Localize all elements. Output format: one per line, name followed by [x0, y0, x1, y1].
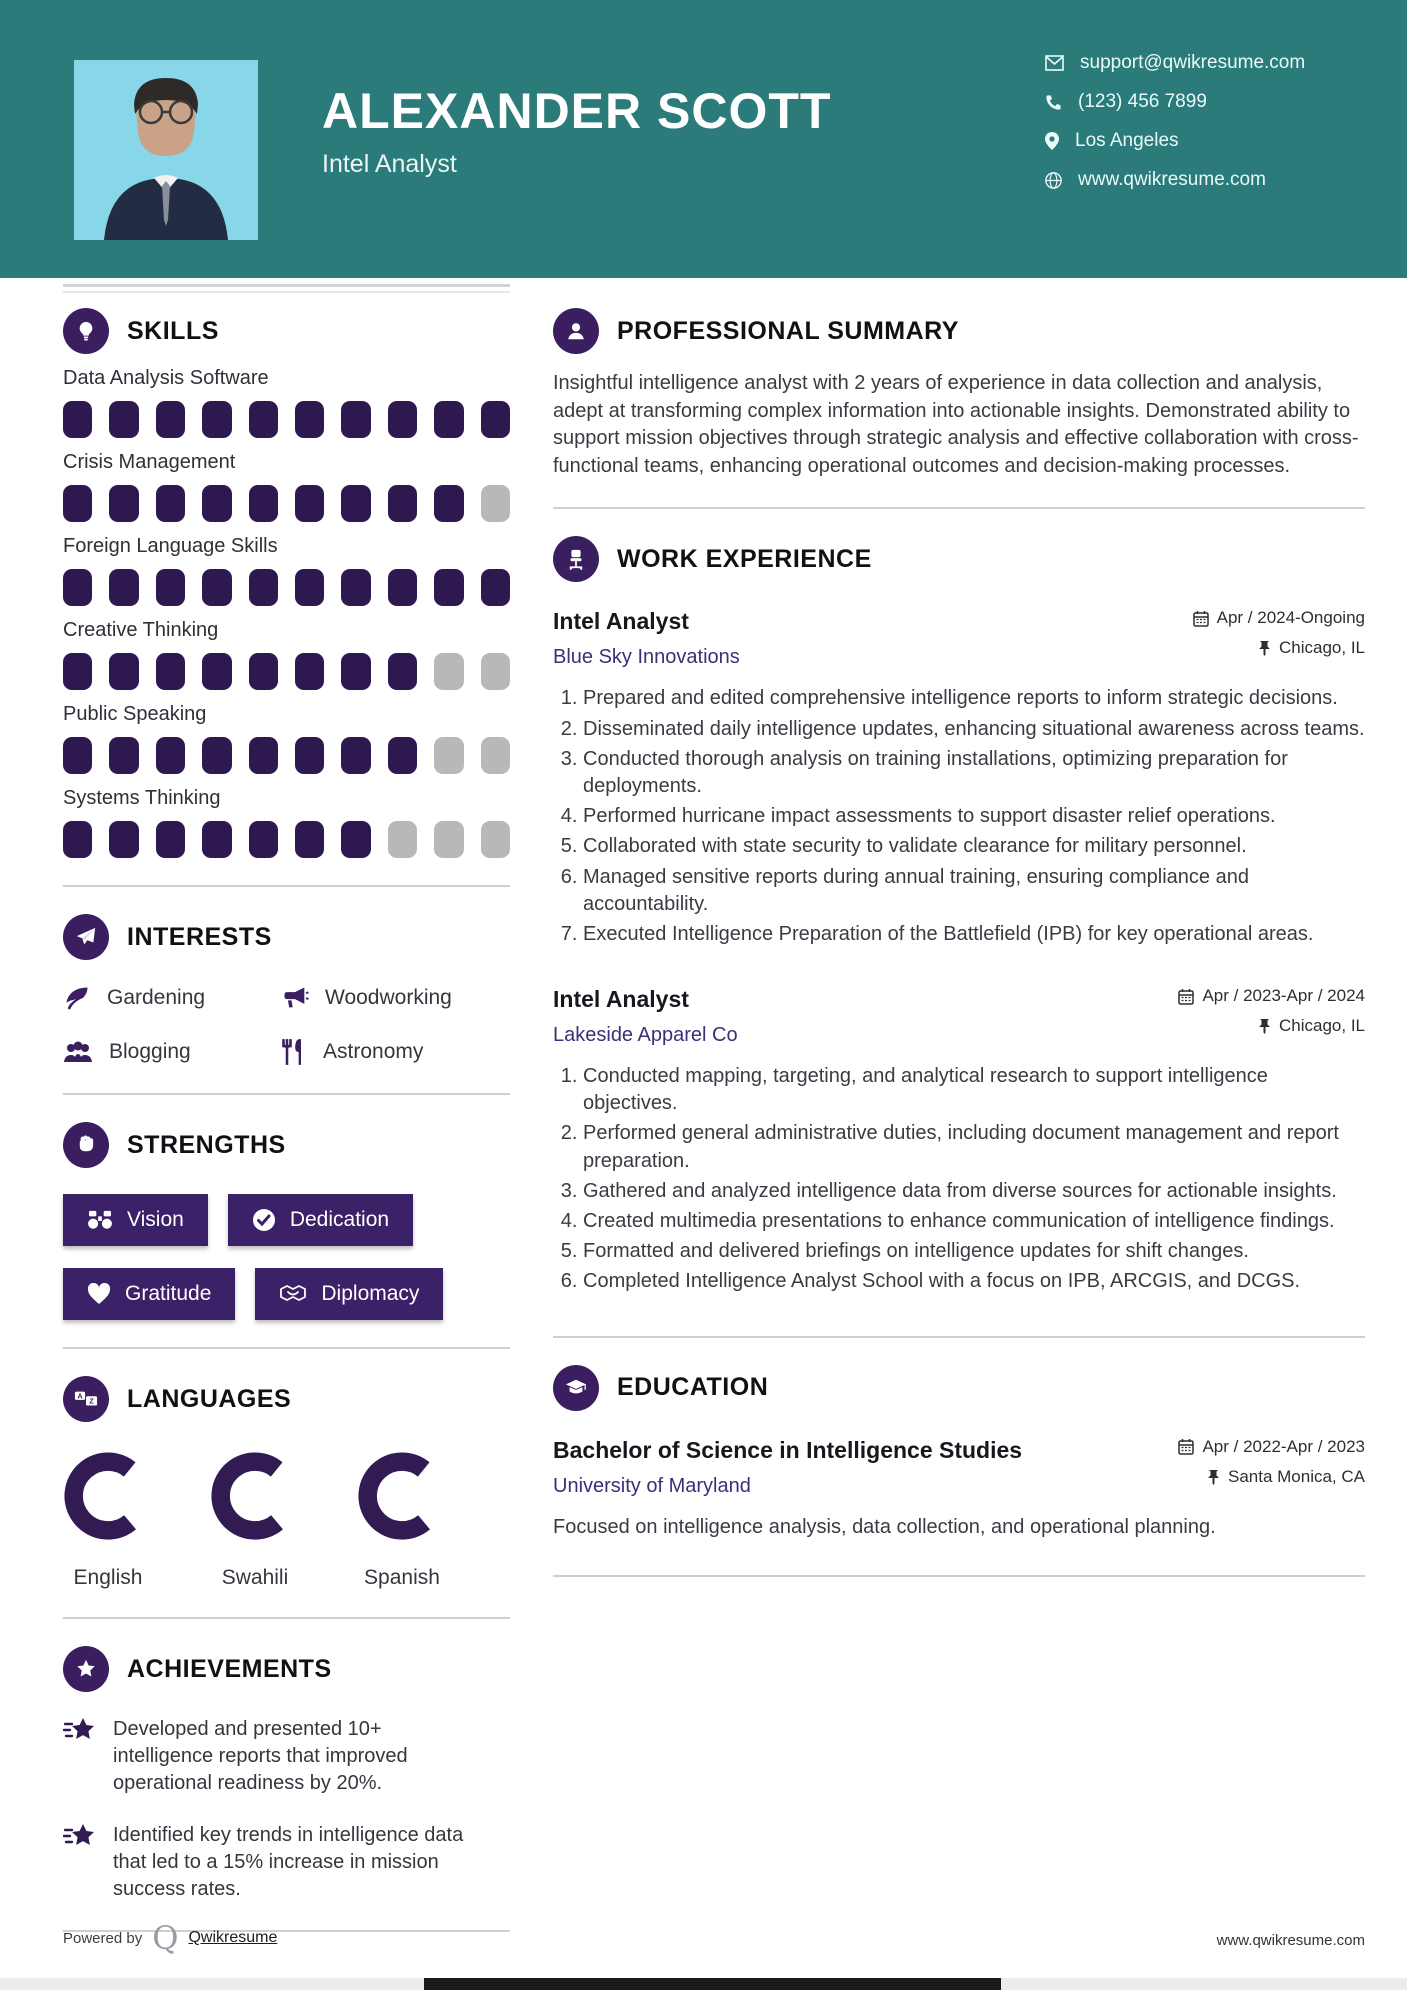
job-bullet: 4. Performed hurricane impact assessments to support disaster relief operations.: [583, 803, 1365, 830]
skill-dot: [249, 653, 278, 690]
section-divider: [553, 1575, 1365, 1577]
job-dates: Apr / 2024-Ongoing: [1216, 608, 1365, 628]
globe-icon: [1045, 172, 1062, 189]
footer-website[interactable]: www.qwikresume.com: [1216, 1932, 1365, 1949]
summary-text: Insightful intelligence analyst with 2 years of experience in data collection and analysis, adept at transforming complex information into actionable insights. Demonstrated ability to support mission objectives through strategic analysis and effective collaboration with cross-functional teams, enhancing operational outcomes and decision-making processes.: [553, 372, 1359, 477]
contact-phone: (123) 456 7899: [1078, 91, 1207, 112]
interests-list: [63, 984, 510, 1066]
skill-label: Systems Thinking: [63, 787, 221, 809]
skill-dot: [295, 737, 324, 774]
skill-label: Data Analysis Software: [63, 367, 269, 389]
job-company[interactable]: Blue Sky Innovations: [553, 646, 740, 669]
skill-dot: [249, 401, 278, 438]
skill-dot: [434, 401, 463, 438]
heart-icon: [87, 1283, 111, 1305]
skill-dot: [202, 653, 231, 690]
education-section-header: [553, 1365, 1365, 1411]
skill-dot: [341, 569, 370, 606]
experience-heading: WORK EXPERIENCE: [617, 544, 872, 573]
skill-dot: [156, 569, 185, 606]
language-item: [357, 1452, 447, 1590]
skill-dot: [202, 737, 231, 774]
skill-dot: [434, 569, 463, 606]
candidate-title: Intel Analyst: [322, 150, 457, 178]
job-entry: [553, 986, 1365, 1296]
experience-section-header: [553, 536, 1365, 582]
education-degree: Bachelor of Science in Intelligence Studies: [553, 1436, 1023, 1463]
skills-list: [63, 367, 510, 858]
skill-dot: [481, 653, 510, 690]
skill-dot: [388, 821, 417, 858]
skill-dot: [341, 821, 370, 858]
language-item: [210, 1452, 300, 1590]
check-circle-icon: [252, 1208, 276, 1232]
pin-icon: [1258, 1018, 1271, 1034]
skill-dot: [434, 653, 463, 690]
contact-location: Los Angeles: [1075, 130, 1179, 151]
interests-heading: INTERESTS: [127, 922, 272, 951]
language-label: Spanish: [364, 1566, 440, 1589]
calendar-icon: [1178, 988, 1194, 1005]
job-bullet-list: [553, 1063, 1365, 1296]
skill-dot: [295, 485, 324, 522]
job-location-row: [1258, 1016, 1365, 1036]
contact-phone-row[interactable]: [1045, 91, 1305, 113]
job-dates-row: [1178, 986, 1365, 1006]
skill-dot: [249, 485, 278, 522]
skill-dot: [295, 821, 324, 858]
profile-photo: [74, 60, 258, 240]
skill-dot: [341, 485, 370, 522]
job-dates: Apr / 2023-Apr / 2024: [1202, 986, 1365, 1006]
interest-item: [63, 1038, 281, 1066]
skill-dot: [388, 485, 417, 522]
utensils-icon: [281, 1038, 307, 1066]
interest-label: Gardening: [107, 986, 206, 1009]
languages-heading: LANGUAGES: [127, 1384, 292, 1413]
job-bullet-list: [553, 685, 1365, 948]
shooting-star-icon: [63, 1822, 97, 1854]
job-title: Intel Analyst: [553, 608, 689, 635]
skill-label: Creative Thinking: [63, 619, 219, 641]
language-gauge: [211, 1452, 299, 1540]
skill-level-dots: [63, 485, 510, 522]
job-bullet: 1. Prepared and edited comprehensive intelligence reports to inform strategic decisions.: [583, 685, 1365, 712]
job-location: Chicago, IL: [1279, 638, 1365, 658]
job-bullet: 6. Managed sensitive reports during annual training, ensuring compliance and accountability.: [583, 864, 1365, 918]
skill-level-dots: [63, 401, 510, 438]
office-chair-icon: [553, 536, 599, 582]
interest-label: Astronomy: [323, 1040, 424, 1063]
skill-dot: [388, 737, 417, 774]
skill-dot: [109, 569, 138, 606]
skill-dot: [63, 401, 92, 438]
job-company[interactable]: Lakeside Apparel Co: [553, 1024, 738, 1047]
skill-dot: [202, 821, 231, 858]
interest-item: [281, 1038, 510, 1066]
skill-dot: [481, 569, 510, 606]
strength-badges: [63, 1194, 510, 1320]
svg-text:A: A: [77, 1391, 83, 1401]
contact-email-row[interactable]: [1045, 52, 1305, 74]
phone-icon: [1045, 94, 1062, 111]
achievement-text: Developed and presented 10+ intelligence reports that improved operational readiness by 20%.: [113, 1718, 408, 1795]
skill-dot: [202, 485, 231, 522]
achievements-section-header: [63, 1646, 510, 1692]
skill-item: [63, 451, 510, 522]
lightbulb-icon: [63, 308, 109, 354]
job-bullet: 4. Created multimedia presentations to enhance communication of intelligence findings.: [583, 1208, 1365, 1235]
skill-dot: [481, 401, 510, 438]
job-entry: [553, 608, 1365, 948]
skill-dot: [295, 653, 324, 690]
job-title: Intel Analyst: [553, 986, 689, 1013]
location-pin-icon: [1045, 132, 1059, 150]
strengths-section-header: [63, 1122, 510, 1168]
education-dates-row: [1178, 1437, 1365, 1457]
interests-section-header: [63, 914, 510, 960]
skill-dot: [63, 485, 92, 522]
section-divider: [63, 885, 510, 887]
shooting-star-icon: [63, 1716, 97, 1748]
skill-dot: [109, 737, 138, 774]
skill-dot: [388, 653, 417, 690]
envelope-icon: [1045, 55, 1064, 71]
footer-branding: [63, 1919, 278, 1957]
leaf-icon: [63, 984, 91, 1012]
education-location: Santa Monica, CA: [1227, 1466, 1365, 1486]
skill-dot: [156, 821, 185, 858]
job-bullet: 5. Collaborated with state security to validate clearance for military personnel.: [583, 833, 1365, 860]
candidate-name: ALEXANDER SCOTT: [322, 83, 832, 139]
header-band: [0, 0, 1407, 278]
skill-dot: [341, 401, 370, 438]
users-icon: [63, 1039, 93, 1065]
person-icon: [553, 308, 599, 354]
section-divider: [63, 1093, 510, 1095]
summary-heading: PROFESSIONAL SUMMARY: [617, 316, 959, 345]
pin-icon: [1258, 640, 1271, 656]
achievement-text: Identified key trends in intelligence data that led to a 15% increase in mission success rates.: [113, 1823, 464, 1900]
job-bullet: 6. Completed Intelligence Analyst School with a focus on IPB, ARCGIS, and DCGS.: [583, 1268, 1365, 1295]
skill-dot: [388, 401, 417, 438]
skill-dot: [109, 401, 138, 438]
language-gauge: [358, 1452, 446, 1540]
education-school[interactable]: University of Maryland: [553, 1474, 751, 1497]
language-label: Swahili: [221, 1566, 289, 1589]
qwikresume-link[interactable]: Qwikresume: [188, 1929, 278, 1946]
skill-dot: [249, 569, 278, 606]
section-divider: [63, 1347, 510, 1349]
graduate-icon: [553, 1365, 599, 1411]
strength-badge: [63, 1268, 235, 1320]
paper-plane-icon: [63, 914, 109, 960]
strength-badge: [228, 1194, 413, 1246]
interest-item: [281, 984, 510, 1012]
skill-dot: [109, 653, 138, 690]
skill-dot: [156, 653, 185, 690]
skill-dot: [388, 569, 417, 606]
job-location-row: [1258, 638, 1365, 658]
left-column: [63, 308, 510, 1959]
language-gauge: [64, 1452, 152, 1540]
education-entry: [553, 1437, 1365, 1539]
job-bullet: 3. Gathered and analyzed intelligence data from diverse sources for actionable insights.: [583, 1178, 1365, 1205]
contact-block: [1045, 52, 1305, 191]
strength-label: Vision: [127, 1208, 184, 1231]
education-heading: EDUCATION: [617, 1373, 769, 1402]
skill-dot: [481, 737, 510, 774]
job-location: Chicago, IL: [1279, 1016, 1365, 1036]
interest-label: Blogging: [109, 1040, 191, 1063]
skill-label: Public Speaking: [63, 703, 207, 725]
right-column: [553, 308, 1365, 1604]
contact-email: support@qwikresume.com: [1080, 52, 1306, 73]
contact-location-row: [1045, 130, 1305, 152]
strengths-heading: STRENGTHS: [127, 1130, 286, 1159]
achievement-item: [63, 1716, 510, 1798]
contact-website: www.qwikresume.com: [1078, 169, 1266, 190]
language-item: [63, 1452, 153, 1590]
megaphone-icon: [281, 984, 309, 1012]
skill-dot: [341, 653, 370, 690]
skill-item: [63, 367, 510, 438]
languages-section-header: [63, 1376, 510, 1422]
skill-label: Foreign Language Skills: [63, 535, 278, 557]
svg-text:Z: Z: [89, 1396, 94, 1406]
interest-item: [63, 984, 281, 1012]
education-location-row: [1207, 1467, 1365, 1487]
header-divider-shadow: [63, 291, 510, 293]
skill-item: [63, 787, 510, 858]
bottom-bar: [424, 1978, 1001, 1990]
interest-label: Woodworking: [325, 986, 452, 1009]
skill-item: [63, 619, 510, 690]
handshake-icon: [279, 1283, 307, 1305]
education-description: Focused on intelligence analysis, data collection, and operational planning.: [553, 1515, 1216, 1538]
languages-list: [63, 1452, 510, 1590]
skill-dot: [295, 569, 324, 606]
powered-by-label: Powered by: [63, 1929, 143, 1947]
skill-dot: [434, 485, 463, 522]
profile-photo-illustration: [74, 60, 258, 240]
summary-section-header: [553, 308, 1365, 354]
skill-dot: [156, 737, 185, 774]
skill-level-dots: [63, 569, 510, 606]
skill-dot: [481, 821, 510, 858]
job-dates-row: [1193, 608, 1365, 628]
skill-level-dots: [63, 737, 510, 774]
strength-label: Dedication: [289, 1208, 390, 1231]
binoculars-icon: [87, 1209, 113, 1231]
skill-dot: [63, 653, 92, 690]
skill-dot: [249, 821, 278, 858]
strength-badge: [63, 1194, 208, 1246]
translate-icon: [63, 1376, 109, 1422]
skill-dot: [481, 485, 510, 522]
skill-item: [63, 535, 510, 606]
skill-label: Crisis Management: [63, 451, 236, 473]
skill-dot: [63, 737, 92, 774]
job-bullet: 7. Executed Intelligence Preparation of the Battlefield (IPB) for key operational areas.: [583, 921, 1365, 948]
skill-dot: [434, 737, 463, 774]
skill-dot: [109, 821, 138, 858]
skills-heading: SKILLS: [127, 316, 219, 345]
job-bullet: 3. Conducted thorough analysis on training installations, optimizing preparation for deployments.: [583, 746, 1365, 800]
skill-level-dots: [63, 821, 510, 858]
section-divider: [553, 1336, 1365, 1338]
job-bullet: 5. Formatted and delivered briefings on intelligence updates for shift changes.: [583, 1238, 1365, 1265]
skill-dot: [249, 737, 278, 774]
achievements-list: [63, 1716, 510, 1903]
calendar-icon: [1178, 1438, 1194, 1455]
strength-badge: [255, 1268, 443, 1320]
contact-website-row[interactable]: [1045, 169, 1305, 191]
section-divider: [553, 507, 1365, 509]
qwikresume-logo: Q: [152, 1919, 179, 1957]
job-bullet: 2. Performed general administrative duties, including document management and report preparation.: [583, 1120, 1365, 1174]
skill-dot: [63, 821, 92, 858]
skill-dot: [202, 569, 231, 606]
strength-label: Gratitude: [125, 1282, 212, 1305]
section-divider: [63, 1617, 510, 1619]
achievements-heading: ACHIEVEMENTS: [127, 1654, 332, 1683]
skill-dot: [156, 485, 185, 522]
skill-dot: [434, 821, 463, 858]
skill-dot: [156, 401, 185, 438]
skill-level-dots: [63, 653, 510, 690]
language-label: English: [73, 1566, 143, 1589]
skill-item: [63, 703, 510, 774]
pin-icon: [1207, 1469, 1220, 1485]
strength-label: Diplomacy: [321, 1282, 420, 1305]
achievement-item: [63, 1822, 510, 1904]
skill-dot: [109, 485, 138, 522]
skill-dot: [63, 569, 92, 606]
fist-icon: [63, 1122, 109, 1168]
skills-section-header: [63, 308, 510, 354]
education-dates: Apr / 2022-Apr / 2023: [1202, 1436, 1365, 1456]
skill-dot: [341, 737, 370, 774]
skill-dot: [202, 401, 231, 438]
calendar-icon: [1193, 610, 1209, 627]
header-divider-line: [63, 284, 510, 287]
job-bullet: 1. Conducted mapping, targeting, and analytical research to support intelligence objectives.: [583, 1063, 1365, 1117]
job-bullet: 2. Disseminated daily intelligence updates, enhancing situational awareness across teams.: [583, 716, 1365, 743]
star-icon: [63, 1646, 109, 1692]
skill-dot: [295, 401, 324, 438]
